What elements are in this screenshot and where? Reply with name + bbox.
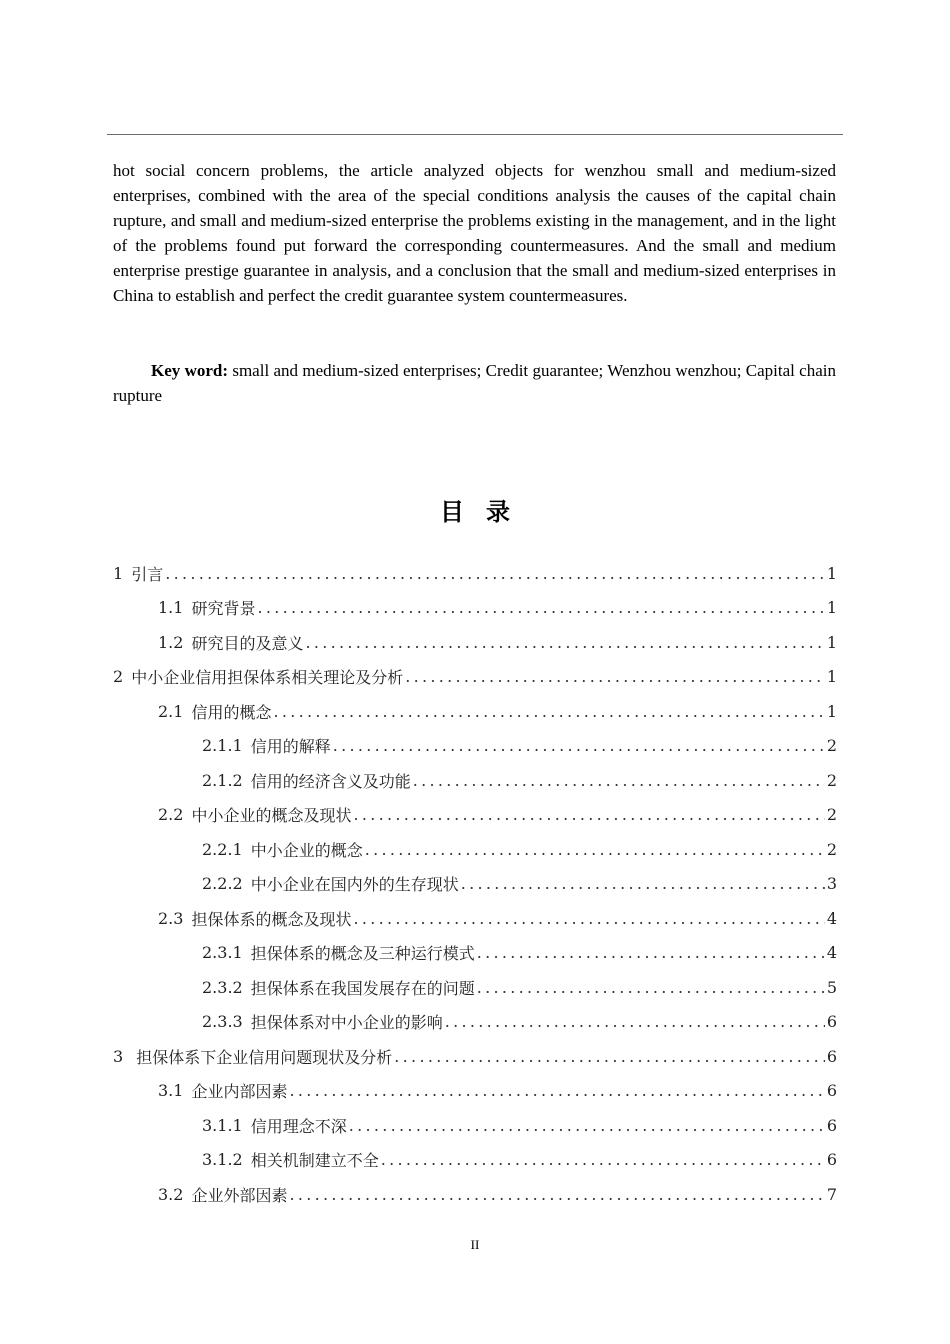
toc-entry[interactable] <box>113 763 837 798</box>
toc-dot-leader <box>289 1081 824 1100</box>
toc-entry-number: 2.2 <box>158 805 184 825</box>
toc-entry-page: 4 <box>826 908 837 928</box>
toc-entry-page: 6 <box>826 1012 837 1032</box>
toc-entry-label: 担保体系的概念及现状 <box>191 909 352 929</box>
toc-entry-number: 2.3.1 <box>202 943 243 963</box>
toc-entry-number: 2.3.2 <box>202 977 243 997</box>
toc-entry-number: 1.1 <box>158 598 184 618</box>
toc-entry-label: 中小企业的概念 <box>250 840 363 860</box>
toc-dot-leader <box>394 1047 825 1066</box>
header-rule <box>107 134 843 135</box>
toc-entry[interactable] <box>113 970 837 1005</box>
toc-entry-label: 担保体系的概念及三种运行模式 <box>250 944 475 964</box>
toc-dot-leader <box>289 1185 824 1204</box>
toc-entry-number: 2.2.2 <box>202 874 243 894</box>
toc-entry-label: 担保体系在我国发展存在的问题 <box>250 978 475 998</box>
toc-dot-leader <box>333 736 825 755</box>
toc-dot-leader <box>413 771 825 790</box>
abstract-section <box>113 158 836 308</box>
toc-entry[interactable] <box>113 798 837 833</box>
toc-entry-label: 中小企业在国内外的生存现状 <box>250 875 459 895</box>
toc-entry-label: 中小企业的概念及现状 <box>191 806 352 826</box>
toc-entry-number: 2.1.2 <box>202 770 243 790</box>
toc-entry-page: 1 <box>826 632 837 652</box>
toc-entry-page: 3 <box>826 874 837 894</box>
toc-entry-label: 担保体系对中小企业的影响 <box>250 1013 443 1033</box>
toc-entry-label: 担保体系下企业信用问题现状及分析 <box>136 1047 393 1067</box>
toc-dot-leader <box>349 1116 825 1135</box>
toc-entry-page: 2 <box>826 805 837 825</box>
toc-entry[interactable] <box>113 729 837 764</box>
toc-entry-page: 6 <box>826 1081 837 1101</box>
toc-entry-page: 6 <box>826 1150 837 1170</box>
toc-entry-label: 相关机制建立不全 <box>250 1151 379 1171</box>
toc-entry-label: 中小企业信用担保体系相关理论及分析 <box>131 668 404 688</box>
toc-entry-page: 1 <box>826 598 837 618</box>
toc-entry-page: 2 <box>826 839 837 859</box>
abstract-paragraph: hot social concern problems, the article analyzed objects for wenzhou small and medium-sized enterprises, combined with the area of the special conditions analysis the causes of the capital chain rupture, and small and medium-sized enterprise the problems existing in the management, and in the light of the problems found put forward the corresponding countermeasures. And the small and medium enterprise prestige guarantee in analysis, and a conclusion that the small and medium-sized enterprises in China to establish and perfect the credit guarantee system countermeasures. <box>113 161 836 305</box>
toc-entry-page: 6 <box>826 1046 837 1066</box>
toc-entry-number: 3.1 <box>158 1081 184 1101</box>
toc-entry[interactable] <box>113 1108 837 1143</box>
toc-dot-leader <box>305 633 824 652</box>
toc-entry[interactable] <box>113 1177 837 1212</box>
toc-entry-page: 2 <box>826 770 837 790</box>
toc-dot-leader <box>273 702 824 721</box>
toc-dot-leader <box>477 943 825 962</box>
keywords-label: Key word: <box>151 361 229 380</box>
toc-entry[interactable] <box>113 1074 837 1109</box>
toc-entry[interactable] <box>113 832 837 867</box>
toc-entry-label: 研究目的及意义 <box>191 633 304 653</box>
toc-entry[interactable] <box>113 625 837 660</box>
toc-dot-leader <box>381 1150 825 1169</box>
toc-entry-number: 2.3.3 <box>202 1012 243 1032</box>
toc-entry[interactable] <box>113 867 837 902</box>
toc-entry-page: 2 <box>826 736 837 756</box>
toc-dot-leader <box>165 564 825 583</box>
keywords-text: small and medium-sized enterprises; Credit guarantee; Wenzhou wenzhou; Capital chain rupture <box>113 361 836 405</box>
toc-entry-number: 3.2 <box>158 1184 184 1204</box>
toc-entry-page: 1 <box>826 563 837 583</box>
toc-entry-number: 3.1.2 <box>202 1150 243 1170</box>
toc-entry-label: 信用理念不深 <box>250 1116 347 1136</box>
toc-entry-page: 4 <box>826 943 837 963</box>
keywords-section <box>113 358 836 408</box>
toc-dot-leader <box>477 978 825 997</box>
toc-entry-number: 1 <box>113 563 124 583</box>
toc-entry-page: 1 <box>826 701 837 721</box>
toc-entry-page: 1 <box>826 667 837 687</box>
toc-dot-leader <box>365 840 825 859</box>
toc-entry-page: 6 <box>826 1115 837 1135</box>
toc-entry[interactable] <box>113 591 837 626</box>
toc-entry-label: 信用的解释 <box>250 737 331 757</box>
toc-entry[interactable] <box>113 901 837 936</box>
toc-entry-number: 2.2.1 <box>202 839 243 859</box>
toc-dot-leader <box>461 874 825 893</box>
toc-dot-leader <box>353 805 824 824</box>
toc-dot-leader <box>405 667 825 686</box>
toc-entry-page: 5 <box>826 977 837 997</box>
toc-entry[interactable] <box>113 556 837 591</box>
toc-entry[interactable] <box>113 1143 837 1178</box>
toc-entry[interactable] <box>113 660 837 695</box>
toc-entry-number: 2.3 <box>158 908 184 928</box>
toc-entry-number: 2 <box>113 667 124 687</box>
toc-entry-page: 7 <box>826 1184 837 1204</box>
toc-entry[interactable] <box>113 1005 837 1040</box>
toc-entry-label: 信用的经济含义及功能 <box>250 771 411 791</box>
page-number: II <box>470 1237 480 1252</box>
toc-dot-leader <box>257 598 824 617</box>
toc-entry-number: 2.1.1 <box>202 736 243 756</box>
table-of-contents <box>113 556 837 1212</box>
toc-entry-number: 1.2 <box>158 632 184 652</box>
toc-entry-label: 引言 <box>131 564 164 584</box>
toc-entry-label: 企业外部因素 <box>191 1185 288 1205</box>
toc-entry-number: 3.1.1 <box>202 1115 243 1135</box>
toc-entry-label: 企业内部因素 <box>191 1082 288 1102</box>
toc-entry[interactable] <box>113 694 837 729</box>
toc-entry-number: 3 <box>113 1046 129 1066</box>
toc-entry-number: 2.1 <box>158 701 184 721</box>
toc-title: 目录 <box>440 498 532 526</box>
toc-entry-label: 信用的概念 <box>191 702 272 722</box>
toc-entry[interactable] <box>113 1039 837 1074</box>
toc-dot-leader <box>353 909 824 928</box>
toc-dot-leader <box>445 1012 825 1031</box>
toc-entry-label: 研究背景 <box>191 599 256 619</box>
toc-entry[interactable] <box>113 936 837 971</box>
